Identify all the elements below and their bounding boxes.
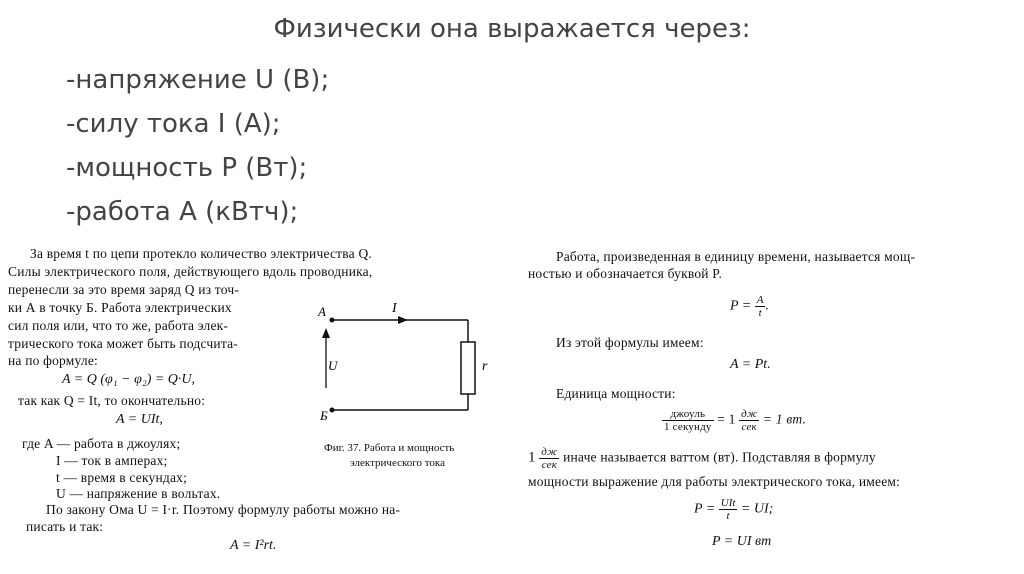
formula-a-pt: A = Pt.	[730, 357, 771, 372]
unit-eq-2: = 1 вт.	[762, 411, 807, 427]
left-text-line-7: на по формуле:	[8, 353, 98, 368]
fraction-numerator: A	[756, 294, 764, 306]
circuit-diagram	[310, 296, 500, 426]
watt-definition	[528, 446, 876, 471]
label-voltage: U	[328, 358, 338, 373]
terminal-a	[330, 318, 335, 323]
formula-a-qu: A = Q (φ₁ − φ₂) = Q·U,	[62, 372, 196, 387]
figure-caption-1: Фиг. 37. Работа и мощность	[324, 442, 455, 454]
uit-label: UIt	[720, 497, 736, 509]
watt-line-2: мощности выражение для работы электрического тока, имеем:	[528, 474, 901, 489]
right-text-line-2: ностью и обозначается буквой P.	[528, 266, 723, 281]
slide-title: Физически она выражается через:	[273, 14, 751, 44]
bullet-work: -работа А (кВтч);	[66, 197, 299, 227]
fraction-joule-second	[662, 408, 714, 433]
left-since-line: так как Q = It, то окончательно:	[18, 393, 206, 408]
figure-caption-2: электрического тока	[350, 457, 445, 469]
legend-t: t — время в секундах;	[56, 470, 188, 485]
formula-a-uit: A = UIt,	[116, 412, 163, 427]
fraction-uit-t	[719, 497, 738, 522]
unit-formula	[662, 408, 806, 433]
resistor	[461, 342, 475, 394]
fraction-dzh-sek-2	[539, 446, 559, 471]
left-text-line-1: За время t по цепи протекло количество электричества Q.	[30, 246, 372, 261]
fraction-a-t	[755, 294, 766, 319]
fraction-dzh-sek	[739, 408, 759, 433]
voltage-arrow-head	[322, 328, 330, 338]
dzh-label-2: дж	[541, 446, 558, 458]
left-text-line-3: перенесли за это время заряд Q из точ-	[8, 282, 240, 297]
p2-lhs: P =	[694, 501, 716, 517]
sek-label-2: сек	[541, 459, 558, 471]
unit-of-power-label: Единица мощности:	[556, 386, 676, 401]
sek-label: сек	[741, 421, 757, 433]
p-lhs: P =	[730, 298, 752, 314]
right-text-line-1: Работа, произведенная в единицу времени, называется мощ-	[556, 249, 916, 264]
terminal-b	[330, 408, 335, 413]
left-text-line-2: Силы электрического поля, действующего вдоль проводника,	[8, 264, 373, 279]
one-label: 1	[528, 449, 536, 466]
unit-eq-1: = 1	[717, 411, 736, 427]
watt-line: иначе называется ваттом (вт). Подставляя в формулу	[563, 449, 876, 465]
label-a: А	[318, 304, 326, 319]
ohm-law-line-1: По закону Ома U = I·r. Поэтому формулу работы можно на-	[46, 502, 401, 517]
bullet-list	[66, 58, 329, 234]
second-label: 1 секунду	[664, 421, 712, 433]
t-label: t	[726, 510, 730, 522]
left-text-line-5: сил поля или, что то же, работа элек-	[8, 318, 229, 333]
bullet-current: -силу тока I (А);	[66, 109, 281, 139]
dzh-label: дж	[741, 408, 758, 420]
ohm-law-line-2: писать и так:	[26, 519, 104, 534]
formula-p-uit-over-t	[694, 497, 773, 522]
left-text-line-6: трического тока может быть подсчита-	[8, 336, 238, 351]
fraction-denominator: t	[758, 307, 762, 319]
label-b: Б	[320, 408, 328, 423]
label-current: I	[392, 301, 397, 316]
legend-u: U — напряжение в вольтах.	[56, 486, 221, 501]
formula-p-ui-watt: P = UI вт	[712, 534, 772, 549]
bullet-voltage: -напряжение U (В);	[66, 65, 330, 95]
left-text-line-4: ки А в точку Б. Работа электрических	[8, 300, 232, 315]
legend-a: где A — работа в джоулях;	[22, 436, 181, 451]
p2-rhs: = UI;	[740, 501, 774, 517]
label-resistance: r	[482, 359, 488, 374]
legend-i: I — ток в амперах;	[56, 453, 168, 468]
p-end: .	[765, 298, 769, 314]
formula-p-a-over-t	[730, 294, 769, 319]
current-arrow	[398, 316, 408, 324]
joule-label: джоуль	[662, 408, 714, 421]
from-formula-line: Из этой формулы имеем:	[556, 335, 704, 350]
bullet-power: -мощность Р (Вт);	[66, 153, 308, 183]
formula-a-i2rt: A = I²rt.	[230, 538, 277, 553]
